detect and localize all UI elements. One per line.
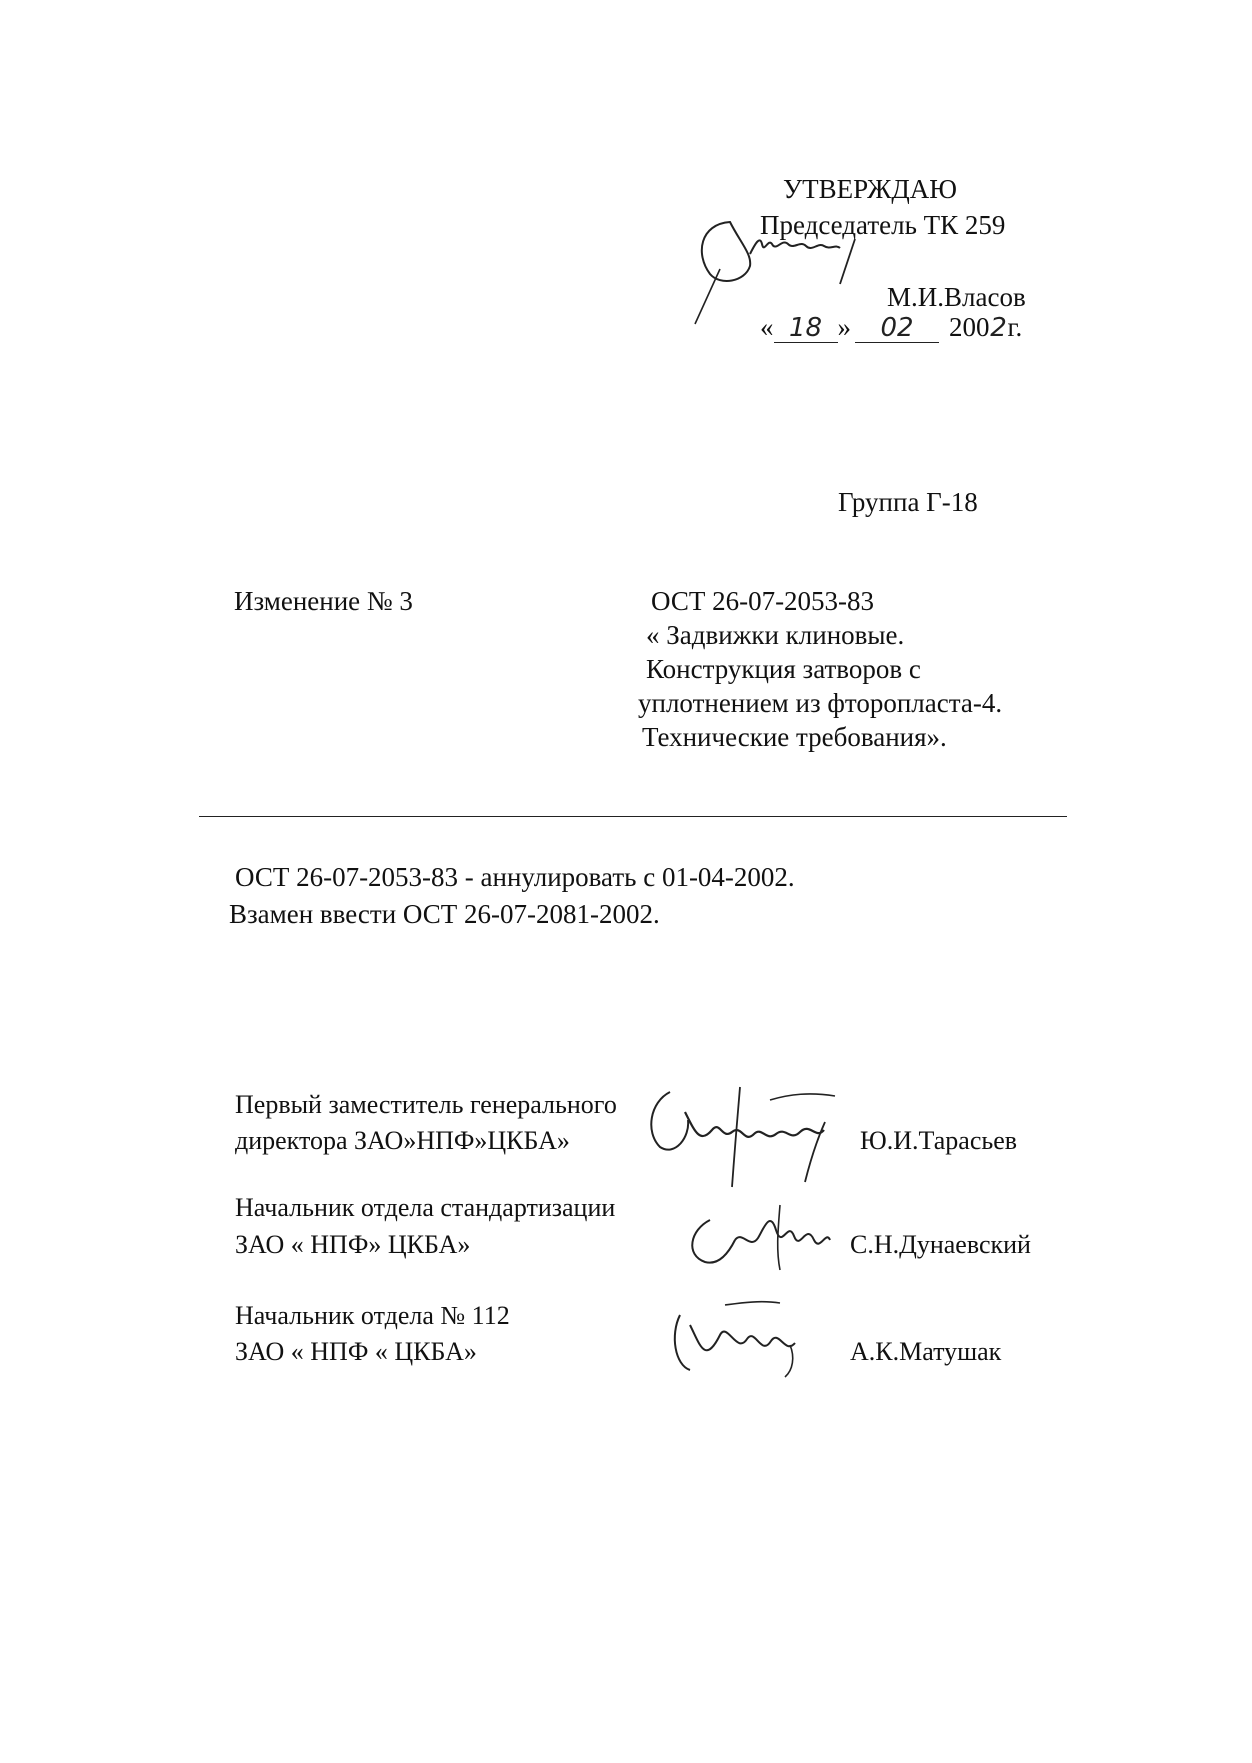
- signatory-position: Начальник отдела стандартизации: [235, 1193, 616, 1222]
- signatory-name: А.К.Матушак: [850, 1337, 1002, 1366]
- date-year-prefix: 200: [949, 312, 990, 342]
- date-day: 18: [774, 314, 838, 343]
- approval-title: УТВЕРЖДАЮ: [783, 174, 958, 204]
- signatory-signature: [665, 1295, 825, 1380]
- standard-title-line: Технические требования».: [642, 722, 947, 752]
- standard-title-line: « Задвижки клиновые.: [646, 620, 905, 650]
- signatory-position: Начальник отдела № 112: [235, 1301, 510, 1330]
- date-year-handwritten: 2: [990, 313, 1007, 343]
- standard-code: ОСТ 26-07-2053-83: [651, 586, 875, 616]
- group-label: Группа Г-18: [838, 487, 978, 517]
- signatory-organization: ЗАО « НПФ» ЦКБА»: [235, 1230, 471, 1259]
- date-year-suffix: г.: [1007, 312, 1023, 342]
- signatory-organization: директора ЗАО»НПФ»ЦКБА»: [235, 1126, 570, 1155]
- standard-title-block: [638, 584, 1121, 754]
- date-close-quote: »: [837, 312, 851, 342]
- signatory-name: С.Н.Дунаевский: [850, 1230, 1031, 1259]
- signatory-signature: [680, 1200, 840, 1280]
- divider-line: [199, 816, 1067, 817]
- replacement-statement: Взамен ввести ОСТ 26-07-2081-2002.: [229, 899, 660, 929]
- signatory-position: Первый заместитель генерального: [235, 1090, 617, 1119]
- annulment-statement: ОСТ 26-07-2053-83 - аннулировать с 01-04-2002.: [235, 862, 795, 892]
- signatory-name: Ю.И.Тарасьев: [860, 1126, 1018, 1155]
- standard-title-line: Конструкция затворов с: [646, 654, 921, 684]
- date-open-quote: «: [760, 312, 774, 342]
- signatory-signature: [640, 1082, 880, 1192]
- approval-date: [760, 310, 1022, 344]
- signatory-organization: ЗАО « НПФ « ЦКБА»: [235, 1337, 477, 1366]
- standard-title-line: уплотнением из фторопласта-4.: [638, 688, 1003, 718]
- approval-position: Председатель ТК 259: [760, 210, 1006, 240]
- change-number: Изменение № 3: [234, 586, 413, 616]
- date-month: 02: [855, 314, 939, 343]
- approval-name: М.И.Власов: [887, 282, 1026, 312]
